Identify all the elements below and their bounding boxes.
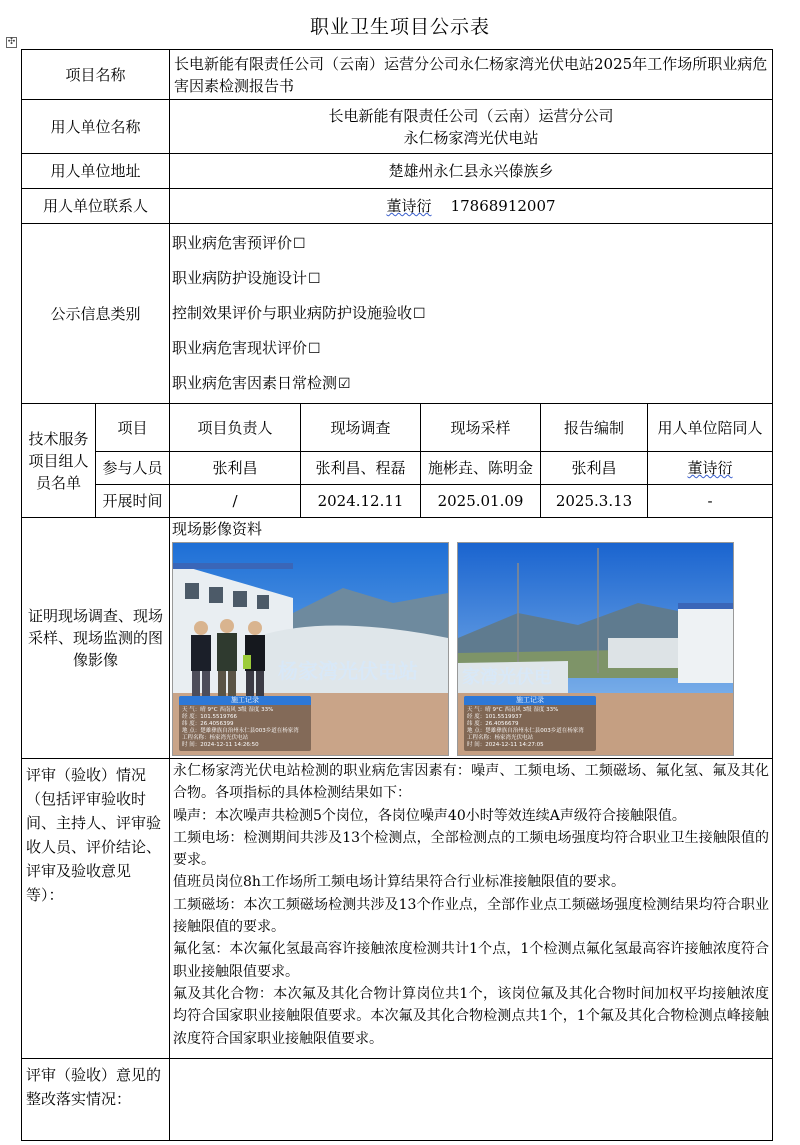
category-option[interactable]	[172, 296, 768, 331]
watermark-line: 天 气：晴 9°C 西南风 3级 湿度 33%	[182, 707, 274, 713]
disclosure-table	[21, 49, 773, 1141]
option-label: 职业病危害预评价	[172, 234, 293, 252]
project-name-label: 项目名称	[22, 50, 170, 100]
option-label: 职业病危害现状评价	[172, 339, 308, 357]
review-row	[22, 759, 773, 1059]
site-photo-1[interactable]	[172, 542, 449, 756]
rectification-value[interactable]	[170, 1059, 773, 1141]
team-cell: 2025.3.13	[541, 485, 648, 518]
watermark-line: 纬 度：26.4056679	[467, 721, 519, 727]
team-header-row	[22, 404, 773, 452]
watermark-line: 天 气：晴 9°C 西南风 3级 湿度 33%	[467, 707, 559, 713]
watermark-line: 纬 度：26.4056399	[182, 721, 234, 727]
employer-name-line2: 永仁杨家湾光伏电站	[403, 128, 539, 147]
category-option[interactable]	[172, 261, 768, 296]
team-row-label: 参与人员	[96, 452, 170, 485]
watermark-line: 时 间：2024-12-11 14:26:50	[182, 742, 259, 748]
images-row	[22, 518, 773, 759]
team-cell: 张利昌	[541, 452, 648, 485]
checkbox-checked-icon[interactable]: ☑	[338, 376, 351, 392]
employer-name-line1: 长电新能有限责任公司（云南）运营分公司	[328, 106, 614, 125]
team-members-row	[22, 452, 773, 485]
review-paragraph: 噪声：本次噪声共检测5个岗位，各岗位噪声40小时等效连续A声级符合接触限值。	[173, 807, 686, 824]
watermark-line: 地 点：楚雄彝族自治州永仁县003乡道在杨家湾	[467, 728, 584, 734]
watermark-line: 时 间：2024-12-11 14:27:05	[467, 742, 544, 748]
employer-name-row	[22, 100, 773, 154]
employer-name-value	[170, 100, 773, 154]
project-name-row	[22, 50, 773, 100]
employer-address-row	[22, 154, 773, 189]
checkbox-unchecked-icon[interactable]: ☐	[308, 271, 321, 287]
rectification-row	[22, 1059, 773, 1141]
images-cell	[170, 518, 773, 759]
watermark-line: 工程名称：杨家湾光伏电站	[467, 735, 534, 741]
review-paragraph: 永仁杨家湾光伏电站检测的职业病危害因素有：噪声、工频电场、工频磁场、氟化氢、氟及其化合物。各项指标的具体检测结果如下：	[173, 763, 770, 802]
review-paragraph: 值班员岗位8h工作场所工频电场计算结果符合行业标准接触限值的要求。	[173, 874, 625, 891]
employer-name-label: 用人单位名称	[22, 100, 170, 154]
contact-phone: 17868912007	[450, 197, 556, 215]
option-label: 职业病危害因素日常检测	[172, 374, 338, 392]
employer-contact-label: 用人单位联系人	[22, 189, 170, 224]
category-options	[170, 224, 773, 404]
review-results	[170, 759, 773, 1059]
employer-contact-value	[170, 189, 773, 224]
watermark-line: 经 度：101.5519766	[182, 714, 238, 720]
watermark-line: 经 度：101.5519937	[467, 714, 523, 720]
team-cell: 张利昌	[170, 452, 301, 485]
table-move-anchor-icon[interactable]: ✣	[7, 37, 16, 47]
sign-text: 家湾光伏电	[462, 667, 553, 688]
photo-watermark	[464, 696, 596, 751]
category-label: 公示信息类别	[22, 224, 170, 404]
team-cell: 2025.01.09	[421, 485, 541, 518]
employer-address-label: 用人单位地址	[22, 154, 170, 189]
option-label: 职业病防护设施设计	[172, 269, 308, 287]
photo-watermark	[179, 696, 311, 751]
team-cell: 施彬垚、陈明金	[421, 452, 541, 485]
team-header: 报告编制	[541, 404, 648, 452]
contact-name: 董诗衍	[386, 197, 432, 215]
team-header: 用人单位陪同人	[648, 404, 773, 452]
photo-gallery	[172, 542, 770, 756]
team-dates-row	[22, 485, 773, 518]
watermark-line: 工程名称：杨家湾光伏电站	[182, 735, 249, 741]
team-cell: -	[648, 485, 773, 518]
review-paragraph: 氟化氢：本次氟化氢最高容许接触浓度检测共计1个点，1个检测点氟化氢最高容许接触浓度符合职业接触限值要求。	[173, 941, 770, 980]
review-paragraph: 工频电场：检测期间共涉及13个检测点，全部检测点的工频电场强度均符合职业卫生接触限值的要求。	[173, 829, 770, 869]
site-photo-2[interactable]	[457, 542, 734, 756]
category-option[interactable]	[172, 366, 768, 401]
review-paragraph: 工频磁场：本次工频磁场检测共涉及13个作业点，全部作业点工频磁场强度检测结果均符合职业接触限值的要求。	[173, 896, 770, 936]
team-header: 项目	[96, 404, 170, 452]
project-name-value: 长电新能有限责任公司（云南）运营分公司永仁杨家湾光伏电站2025年工作场所职业病危害因素检测报告书	[170, 50, 773, 100]
team-cell: /	[170, 485, 301, 518]
team-header: 现场采样	[421, 404, 541, 452]
watermark-line: 地 点：楚雄彝族自治州永仁县003乡道在杨家湾	[182, 728, 299, 734]
team-cell	[648, 452, 773, 485]
review-paragraph: 氟及其化合物：本次氟及其化合物计算岗位共1个，该岗位氟及其化合物时间加权平均接触浓度均符合国家职业接触限值要求。本次氟及其化合物检测点共1个，1个氟及其化合物检测点峰接触浓度符合国家职业接触限值要求。	[173, 985, 770, 1047]
team-cell: 2024.12.11	[301, 485, 421, 518]
people-figures	[191, 619, 265, 699]
rectification-label: 评审（验收）意见的整改落实情况：	[22, 1059, 170, 1141]
images-caption: 现场影像资料	[172, 520, 263, 538]
team-label: 技术服务项目组人员名单	[22, 404, 96, 518]
team-cell-escort: 董诗衍	[687, 459, 733, 477]
employer-contact-row	[22, 189, 773, 224]
category-option[interactable]	[172, 331, 768, 366]
team-header: 项目负责人	[170, 404, 301, 452]
employer-address-value: 楚雄州永仁县永兴傣族乡	[170, 154, 773, 189]
sign-text: 杨家湾光伏电站	[278, 659, 419, 683]
team-cell: 张利昌、程磊	[301, 452, 421, 485]
document-title: 职业卫生项目公示表	[309, 16, 490, 38]
option-label: 控制效果评价与职业病防护设施验收	[172, 304, 413, 322]
team-row-label: 开展时间	[96, 485, 170, 518]
watermark-header: 施工记录	[179, 696, 311, 705]
category-option[interactable]	[172, 226, 768, 261]
team-header: 现场调查	[301, 404, 421, 452]
review-label: 评审（验收）情况（包括评审验收时间、主持人、评审验收人员、评价结论、评审及验收意见等）：	[22, 759, 170, 1059]
category-row	[22, 224, 773, 404]
images-label: 证明现场调查、现场采样、现场监测的图像影像	[22, 518, 170, 759]
watermark-header: 施工记录	[464, 696, 596, 705]
checkbox-unchecked-icon[interactable]: ☐	[413, 306, 426, 322]
checkbox-unchecked-icon[interactable]: ☐	[308, 341, 321, 357]
checkbox-unchecked-icon[interactable]: ☐	[293, 236, 306, 252]
